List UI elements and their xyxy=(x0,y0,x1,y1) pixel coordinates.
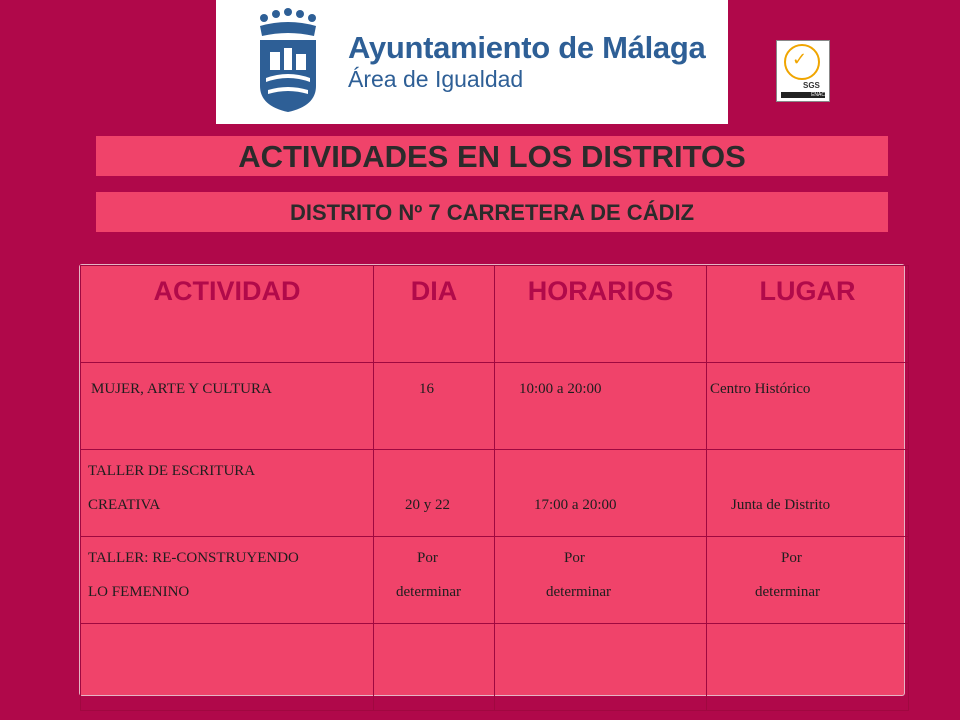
cell-horarios: 10:00 a 20:00 xyxy=(519,381,602,397)
table-header-row xyxy=(81,266,909,363)
table-row xyxy=(81,450,909,537)
cell-dia-line1: Por xyxy=(417,550,438,566)
cell-empty xyxy=(81,624,374,711)
cell-actividad-line2: CREATIVA xyxy=(88,497,161,513)
page-title: ACTIVIDADES EN LOS DISTRITOS xyxy=(96,136,888,176)
certification-badge xyxy=(776,40,830,102)
cell-actividad-line2: LO FEMENINO xyxy=(88,584,190,600)
cell-actividad-line1: TALLER DE ESCRITURA xyxy=(88,463,256,479)
cert-label: SGS xyxy=(803,81,820,90)
cell-lugar-line2: determinar xyxy=(755,584,820,600)
cell-lugar-line1: Por xyxy=(781,550,802,566)
cell-horarios: 17:00 a 20:00 xyxy=(534,497,617,513)
coat-of-arms-icon xyxy=(256,8,320,112)
header-actividad: ACTIVIDAD xyxy=(81,266,374,363)
header-horarios: HORARIOS xyxy=(495,266,707,363)
table-row xyxy=(81,624,909,711)
header-lugar: LUGAR xyxy=(707,266,909,363)
cell-lugar: Junta de Distrito xyxy=(731,497,831,513)
activities-table xyxy=(79,264,905,696)
cell-horarios-line1: Por xyxy=(564,550,585,566)
cell-actividad-line1: TALLER: RE-CONSTRUYENDO xyxy=(88,550,299,566)
district-subtitle: DISTRITO Nº 7 CARRETERA DE CÁDIZ xyxy=(96,192,888,232)
cell-dia-line2: determinar xyxy=(396,584,461,600)
check-icon: ✓ xyxy=(792,49,808,70)
org-name: Ayuntamiento de Málaga xyxy=(348,30,706,65)
cell-horarios-line2: determinar xyxy=(546,584,611,600)
cell-actividad: MUJER, ARTE Y CULTURA xyxy=(91,381,272,397)
header-dia: DIA xyxy=(374,266,495,363)
cell-dia: 16 xyxy=(419,381,434,397)
cell-empty xyxy=(374,624,495,711)
cell-empty xyxy=(707,624,909,711)
cert-accreditation: ENAC xyxy=(781,92,825,98)
org-department: Área de Igualdad xyxy=(348,66,524,92)
logo-panel xyxy=(216,0,728,124)
cell-lugar: Centro Histórico xyxy=(710,381,811,397)
cell-dia: 20 y 22 xyxy=(405,497,450,513)
table-row xyxy=(81,537,909,624)
cell-empty xyxy=(495,624,707,711)
table-row xyxy=(81,363,909,450)
